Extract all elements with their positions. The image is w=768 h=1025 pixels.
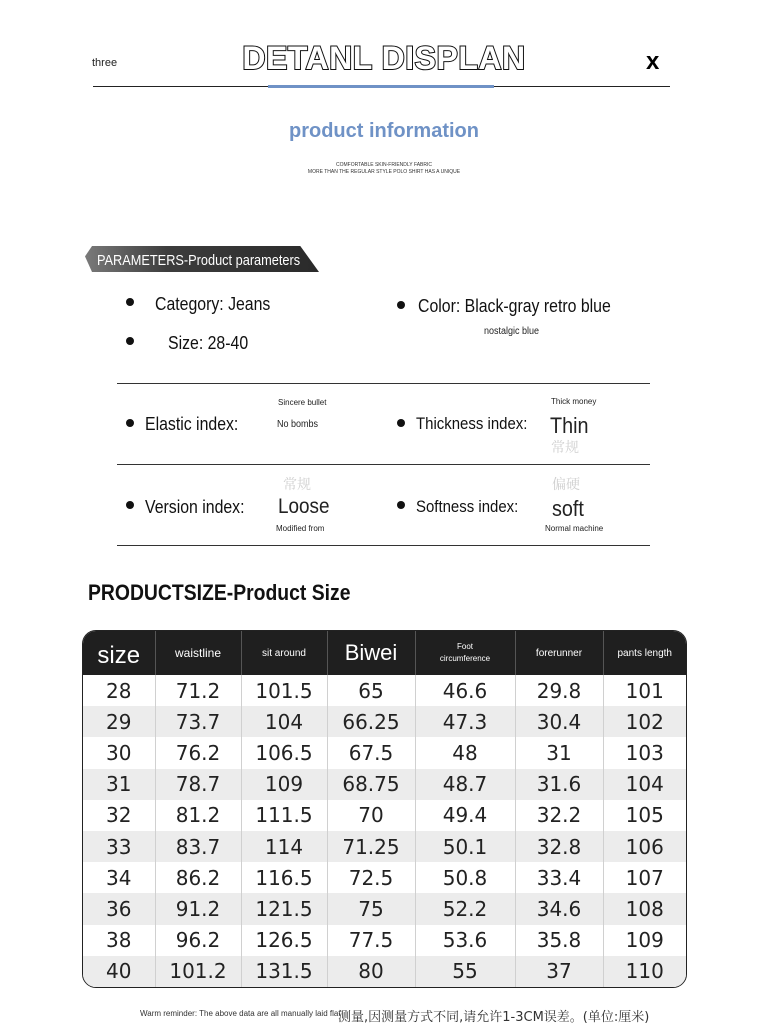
size-table [82,630,687,988]
table-row [83,925,686,956]
table-cell: 121.5 [241,893,327,924]
table-cell: 66.25 [327,706,415,737]
bullet-icon [126,501,134,509]
param-color-sub: nostalgic blue [484,326,540,337]
bullet-icon [397,419,405,427]
table-cell: 50.1 [415,831,515,862]
col-header-foot-line1: Foot [456,642,473,651]
col-header-waistline: waistline [155,631,241,675]
table-cell: 55 [415,956,515,987]
table-row [83,706,686,737]
table-cell: 29 [83,706,155,737]
table-cell: 70 [327,800,415,831]
softness-label: Softness index: [416,497,519,516]
table-cell: 77.5 [327,925,415,956]
page-title: DETANL DISPLAN [242,40,526,76]
softness-ghost: 偏硬 [552,476,580,492]
table-cell: 30.4 [515,706,603,737]
table-cell: 32.2 [515,800,603,831]
table-cell: 104 [603,769,686,800]
table-cell: 67.5 [327,737,415,768]
table-cell: 111.5 [241,800,327,831]
elastic-top: Sincere bullet [278,398,327,407]
table-cell: 73.7 [155,706,241,737]
table-cell: 126.5 [241,925,327,956]
table-cell: 102 [603,706,686,737]
table-cell: 28 [83,675,155,706]
col-header-forerunner: forerunner [515,631,603,675]
table-cell: 32 [83,800,155,831]
table-cell: 103 [603,737,686,768]
table-cell: 53.6 [415,925,515,956]
table-cell: 35.8 [515,925,603,956]
table-cell: 31.6 [515,769,603,800]
table-cell: 65 [327,675,415,706]
version-label: Version index: [145,497,245,517]
table-cell: 83.7 [155,831,241,862]
header-left-label: three [92,57,118,69]
bullet-icon [126,337,134,345]
table-cell: 76.2 [155,737,241,768]
col-header-biwei: Biwei [327,631,415,675]
divider [117,545,650,546]
table-cell: 75 [327,893,415,924]
product-info-subtitle-1: COMFORTABLE SKIN-FRIENDLY FABRIC [335,162,433,168]
col-header-foot-line2: circumference [439,654,491,663]
table-cell: 91.2 [155,893,241,924]
table-cell: 108 [603,893,686,924]
bullet-icon [126,419,134,427]
table-cell: 30 [83,737,155,768]
softness-value: soft [552,496,584,521]
table-cell: 101 [603,675,686,706]
table-cell: 52.2 [415,893,515,924]
table-cell: 40 [83,956,155,987]
table-cell: 116.5 [241,862,327,893]
table-cell: 49.4 [415,800,515,831]
product-info-subtitle-2: MORE THAN THE REGULAR STYLE POLO SHIRT HAS A UNIQUE [307,169,461,175]
table-cell: 101.2 [155,956,241,987]
bullet-icon [397,501,405,509]
table-row [83,675,686,706]
col-header-size: size [83,631,155,675]
table-row [83,769,686,800]
table-cell: 48.7 [415,769,515,800]
table-cell: 72.5 [327,862,415,893]
table-cell: 33 [83,831,155,862]
table-cell: 110 [603,956,686,987]
table-cell: 34.6 [515,893,603,924]
table-cell: 33.4 [515,862,603,893]
table-cell: 31 [83,769,155,800]
table-cell: 48 [415,737,515,768]
table-row [83,893,686,924]
divider [117,383,650,384]
table-cell: 81.2 [155,800,241,831]
param-color: Color: Black-gray retro blue [418,296,611,316]
table-cell: 131.5 [241,956,327,987]
table-cell: 78.7 [155,769,241,800]
softness-sub: Normal machine [545,524,604,533]
param-size: Size: 28-40 [168,333,249,353]
header-accent-bar [268,85,494,88]
thickness-ghost: 常规 [551,439,579,455]
table-cell: 50.8 [415,862,515,893]
elastic-value: No bombs [277,419,319,430]
table-row [83,800,686,831]
table-cell: 38 [83,925,155,956]
table-cell: 106 [603,831,686,862]
table-cell: 109 [603,925,686,956]
table-cell: 104 [241,706,327,737]
table-row [83,737,686,768]
bullet-icon [397,301,405,309]
table-cell: 109 [241,769,327,800]
table-cell: 101.5 [241,675,327,706]
table-cell: 107 [603,862,686,893]
elastic-label: Elastic index: [145,414,239,434]
table-cell: 36 [83,893,155,924]
table-row [83,862,686,893]
thickness-label: Thickness index: [416,414,528,433]
col-header-pants-length: pants length [603,631,686,675]
table-cell: 68.75 [327,769,415,800]
version-ghost: 常规 [283,476,311,492]
table-cell: 47.3 [415,706,515,737]
table-cell: 114 [241,831,327,862]
col-header-sit-around: sit around [241,631,327,675]
param-category: Category: Jeans [155,294,271,314]
table-cell: 46.6 [415,675,515,706]
footer-reminder-cn: 测量,因测量方式不同,请允许1-3CM误差。(单位:厘米) [338,1010,650,1025]
footer-reminder-en: Warm reminder: The above data are all manually laid flat [140,1009,341,1018]
divider [117,464,650,465]
table-cell: 31 [515,737,603,768]
table-cell: 96.2 [155,925,241,956]
table-cell: 37 [515,956,603,987]
table-cell: 105 [603,800,686,831]
table-cell: 80 [327,956,415,987]
table-cell: 34 [83,862,155,893]
table-cell: 106.5 [241,737,327,768]
close-icon[interactable]: x [646,48,660,75]
table-cell: 71.2 [155,675,241,706]
version-value: Loose [278,495,330,518]
table-cell: 71.25 [327,831,415,862]
thickness-top: Thick money [551,397,597,406]
table-cell: 32.8 [515,831,603,862]
thickness-value: Thin [550,413,589,438]
version-sub: Modified from [276,524,325,533]
table-header-row [83,631,686,675]
bullet-icon [126,298,134,306]
parameters-banner-label: PARAMETERS-Product parameters [97,252,301,269]
table-cell: 86.2 [155,862,241,893]
table-row [83,956,686,987]
col-header-foot [415,631,515,675]
table-row [83,831,686,862]
product-size-title: PRODUCTSIZE-Product Size [88,580,351,605]
table-cell: 29.8 [515,675,603,706]
product-info-title: product information [289,120,479,142]
